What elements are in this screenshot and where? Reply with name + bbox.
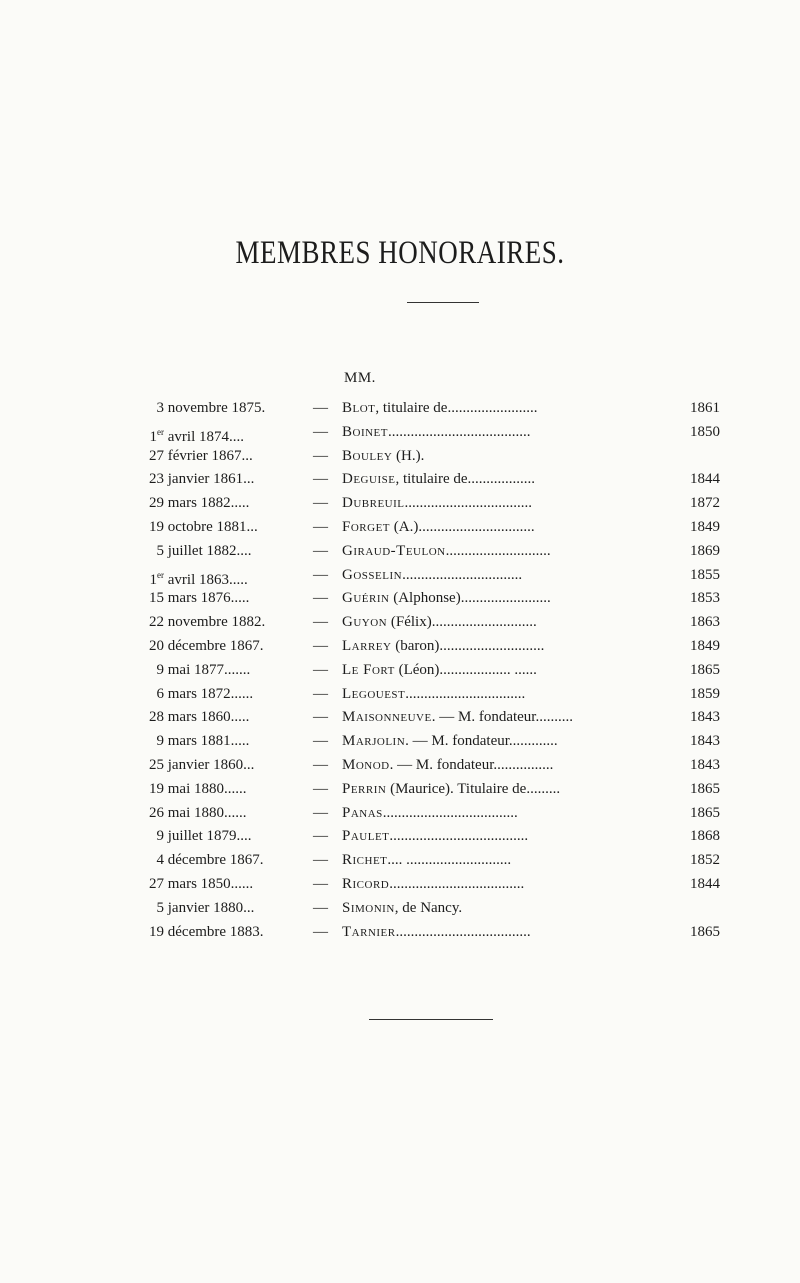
dot-leader: .................................... <box>382 804 518 821</box>
member-detail: .... <box>445 542 461 559</box>
member-date <box>138 492 306 516</box>
member-year: 1861 <box>690 400 720 416</box>
dot-leader: ............................... <box>418 518 535 535</box>
dot-leader: ........................ <box>460 542 551 559</box>
member-detail: , de Nancy. <box>394 899 463 916</box>
member-row <box>0 492 800 516</box>
member-day: 27 <box>149 447 164 464</box>
member-day: 22 <box>149 614 164 631</box>
member-date-text: janvier 1880... <box>164 899 255 916</box>
member-detail: , titulaire de <box>395 471 468 488</box>
member-date <box>138 730 306 754</box>
member-surname: Marjolin <box>342 733 406 750</box>
member-day: 29 <box>149 495 164 512</box>
dash: — <box>313 709 328 726</box>
member-name <box>342 825 528 849</box>
member-name <box>342 635 544 659</box>
member-name <box>342 802 518 826</box>
member-date-text: février 1867... <box>164 447 253 464</box>
member-day: 15 <box>149 590 164 607</box>
dash: — <box>313 804 328 821</box>
dash: — <box>313 923 328 940</box>
member-name <box>342 540 551 564</box>
page-title: MEMBRES HONORAIRES. <box>235 234 565 270</box>
member-date-text: mars 1882..... <box>164 495 250 512</box>
member-detail: (baron) <box>391 637 440 654</box>
member-detail: .... <box>387 852 403 869</box>
dash: — <box>313 828 328 845</box>
dot-leader: .................................... <box>389 875 525 892</box>
member-detail: (Léon) <box>394 661 440 678</box>
member-row <box>0 540 800 564</box>
member-detail: (Maurice). Titulaire de <box>386 780 527 797</box>
member-surname: Panas <box>342 804 383 821</box>
member-surname: Boinet <box>342 423 388 440</box>
member-date-text: mars 1876..... <box>164 590 250 607</box>
member-day: 19 <box>149 923 164 940</box>
member-surname: Giraud-Teulon <box>342 542 446 559</box>
dot-leader: .................................. <box>404 495 532 512</box>
dot-leader: ............................ <box>439 637 545 654</box>
dash: — <box>313 566 328 583</box>
dash: — <box>313 685 328 702</box>
member-surname: Ricord <box>342 875 390 892</box>
member-year: 1865 <box>690 661 720 678</box>
member-day: 23 <box>149 471 164 488</box>
member-name <box>342 873 524 897</box>
member-row <box>0 921 800 945</box>
member-day: 3 <box>156 400 164 416</box>
member-date-text: mars 1860..... <box>164 709 250 726</box>
dot-leader: ......... <box>526 780 561 797</box>
member-date-text: novembre 1882. <box>164 614 266 631</box>
dash: — <box>313 875 328 892</box>
dash: — <box>313 661 328 678</box>
member-day: 28 <box>149 709 164 726</box>
member-name <box>342 468 535 492</box>
member-surname: Guérin <box>342 590 390 607</box>
member-date-text: novembre 1875. <box>164 400 266 416</box>
member-row <box>0 564 800 588</box>
dot-leader: ................... ...... <box>439 661 537 678</box>
member-surname: Perrin <box>342 780 387 797</box>
member-name <box>342 706 573 730</box>
member-year: 1865 <box>690 780 720 797</box>
bottom-rule <box>369 1019 493 1020</box>
dash: — <box>313 400 328 416</box>
member-date <box>138 802 306 826</box>
member-year: 1868 <box>690 828 720 845</box>
member-date <box>138 897 306 921</box>
title-rule <box>407 302 479 303</box>
member-row <box>0 659 800 683</box>
member-year: 1849 <box>690 637 720 654</box>
member-year: 1865 <box>690 804 720 821</box>
dot-leader: ........................ <box>447 400 538 416</box>
member-day: 27 <box>149 875 164 892</box>
member-name <box>342 897 462 921</box>
member-surname: Simonin <box>342 899 395 916</box>
member-date <box>138 825 306 849</box>
member-date-text: octobre 1881... <box>164 518 258 535</box>
dash: — <box>313 518 328 535</box>
dot-leader: ................................ <box>402 566 523 583</box>
dash: — <box>313 495 328 512</box>
member-name <box>342 445 424 469</box>
member-surname: Bouley <box>342 447 393 464</box>
dash: — <box>313 780 328 797</box>
member-date-text: avril 1874.... <box>164 428 244 445</box>
member-row <box>0 754 800 778</box>
member-date <box>138 468 306 492</box>
member-year: 1859 <box>690 685 720 702</box>
mm-heading: MM. <box>344 370 376 386</box>
dash: — <box>313 733 328 750</box>
member-date <box>138 659 306 683</box>
member-surname: Legouest <box>342 685 406 702</box>
member-date-text: juillet 1882.... <box>164 542 252 559</box>
member-name <box>342 921 531 945</box>
member-date <box>138 587 306 611</box>
dot-leader: .......... <box>535 709 573 726</box>
member-detail: (Félix) <box>387 614 432 631</box>
dot-leader: ................................ <box>405 685 526 702</box>
member-row <box>0 587 800 611</box>
dot-leader: ................ <box>493 756 554 773</box>
member-row <box>0 421 800 445</box>
member-row <box>0 778 800 802</box>
member-name <box>342 611 537 635</box>
member-name <box>342 421 531 445</box>
member-name <box>342 492 532 516</box>
member-date <box>138 873 306 897</box>
dash: — <box>313 423 328 440</box>
member-row <box>0 802 800 826</box>
member-year: 1843 <box>690 709 720 726</box>
member-name <box>342 849 511 873</box>
member-surname: Forget <box>342 518 391 535</box>
member-name <box>342 564 522 588</box>
member-year: 1850 <box>690 423 720 440</box>
member-surname: Blot <box>342 400 376 416</box>
member-day: 19 <box>149 518 164 535</box>
member-day: 19 <box>149 780 164 797</box>
member-date <box>138 683 306 707</box>
member-detail: (Alphonse).. <box>389 590 469 607</box>
member-date-text: décembre 1883. <box>164 923 264 940</box>
member-date-text: mai 1877....... <box>164 661 251 678</box>
dot-leader: .................. <box>467 471 536 488</box>
dot-leader: ..................................... <box>389 828 529 845</box>
member-year: 1843 <box>690 733 720 750</box>
member-date <box>138 445 306 469</box>
member-row <box>0 468 800 492</box>
member-row <box>0 397 800 421</box>
member-day: 1er <box>149 569 164 588</box>
member-name <box>342 397 537 421</box>
member-row <box>0 849 800 873</box>
member-row <box>0 445 800 469</box>
member-row <box>0 683 800 707</box>
member-year: 1872 <box>690 495 720 512</box>
member-year: 1863 <box>690 614 720 631</box>
member-row <box>0 611 800 635</box>
member-row <box>0 730 800 754</box>
dash: — <box>313 590 328 607</box>
member-year: 1852 <box>690 852 720 869</box>
dash: — <box>313 637 328 654</box>
member-day: 6 <box>156 685 164 702</box>
member-date-text: mars 1881..... <box>164 733 250 750</box>
member-year: 1849 <box>690 518 720 535</box>
member-year: 1853 <box>690 590 720 607</box>
member-day: 9 <box>156 828 164 845</box>
member-surname: Monod <box>342 756 390 773</box>
member-day: 5 <box>156 899 164 916</box>
dash: — <box>313 447 328 464</box>
member-day: 9 <box>156 733 164 750</box>
member-surname: Larrey <box>342 637 392 654</box>
dash: — <box>313 614 328 631</box>
member-name <box>342 730 558 754</box>
member-surname: Guyon <box>342 614 388 631</box>
member-date-text: avril 1863..... <box>164 571 248 588</box>
member-day: 5 <box>156 542 164 559</box>
member-row <box>0 635 800 659</box>
member-day: 4 <box>156 852 164 869</box>
member-date-text: mars 1872...... <box>164 685 254 702</box>
member-day: 9 <box>156 661 164 678</box>
member-date-text: janvier 1861... <box>164 471 255 488</box>
member-date <box>138 706 306 730</box>
dash: — <box>313 471 328 488</box>
member-surname: Gosselin <box>342 566 403 583</box>
member-row <box>0 516 800 540</box>
member-surname: Paulet <box>342 828 390 845</box>
member-detail: . — M. fondateur <box>405 733 509 750</box>
member-date-text: juillet 1879.... <box>164 828 252 845</box>
member-day: 1er <box>149 426 164 445</box>
member-name <box>342 683 525 707</box>
member-date <box>138 540 306 564</box>
member-row <box>0 873 800 897</box>
member-year: 1843 <box>690 756 720 773</box>
dash: — <box>313 542 328 559</box>
members-list <box>0 397 800 944</box>
member-date <box>138 611 306 635</box>
member-date-text: décembre 1867. <box>164 852 264 869</box>
dash: — <box>313 756 328 773</box>
dot-leader: ............. <box>508 733 558 750</box>
member-surname: Dubreuil <box>342 495 405 512</box>
member-detail: (H.). <box>392 447 425 464</box>
member-year: 1869 <box>690 542 720 559</box>
member-date-text: décembre 1867. <box>164 637 264 654</box>
member-date <box>138 778 306 802</box>
member-date <box>138 397 306 421</box>
dash: — <box>313 899 328 916</box>
member-surname: Richet <box>342 852 388 869</box>
member-name <box>342 659 537 683</box>
member-name <box>342 754 553 778</box>
member-date-text: janvier 1860... <box>164 756 255 773</box>
dot-leader: ...................................... <box>388 423 531 440</box>
member-date-text: mars 1850...... <box>164 875 254 892</box>
member-date <box>138 921 306 945</box>
member-surname: Le Fort <box>342 661 395 678</box>
member-day: 20 <box>149 637 164 654</box>
dash: — <box>313 852 328 869</box>
member-year: 1844 <box>690 875 720 892</box>
member-detail: (A.) <box>390 518 419 535</box>
member-detail: . — M. fondateur <box>431 709 536 726</box>
member-year: 1844 <box>690 471 720 488</box>
member-surname: Maisonneuve <box>342 709 432 726</box>
member-day: 26 <box>149 804 164 821</box>
member-name <box>342 516 535 540</box>
member-year: 1865 <box>690 923 720 940</box>
member-date <box>138 516 306 540</box>
member-date-text: mai 1880...... <box>164 780 247 797</box>
member-detail: , titulaire de <box>375 400 448 416</box>
dot-leader: ............................ <box>402 852 512 869</box>
member-day: 25 <box>149 756 164 773</box>
member-name <box>342 778 560 802</box>
member-surname: Deguise <box>342 471 396 488</box>
member-detail: . — M. fondateur <box>389 756 494 773</box>
member-name <box>342 587 551 611</box>
member-year: 1855 <box>690 566 720 583</box>
member-date <box>138 849 306 873</box>
member-date <box>138 754 306 778</box>
dot-leader: .................................... <box>395 923 531 940</box>
member-date-text: mai 1880...... <box>164 804 247 821</box>
member-row <box>0 706 800 730</box>
member-row <box>0 825 800 849</box>
dot-leader: ............................ <box>431 614 537 631</box>
member-row <box>0 897 800 921</box>
member-surname: Tarnier <box>342 923 396 940</box>
dot-leader: ...................... <box>468 590 551 607</box>
member-date <box>138 635 306 659</box>
